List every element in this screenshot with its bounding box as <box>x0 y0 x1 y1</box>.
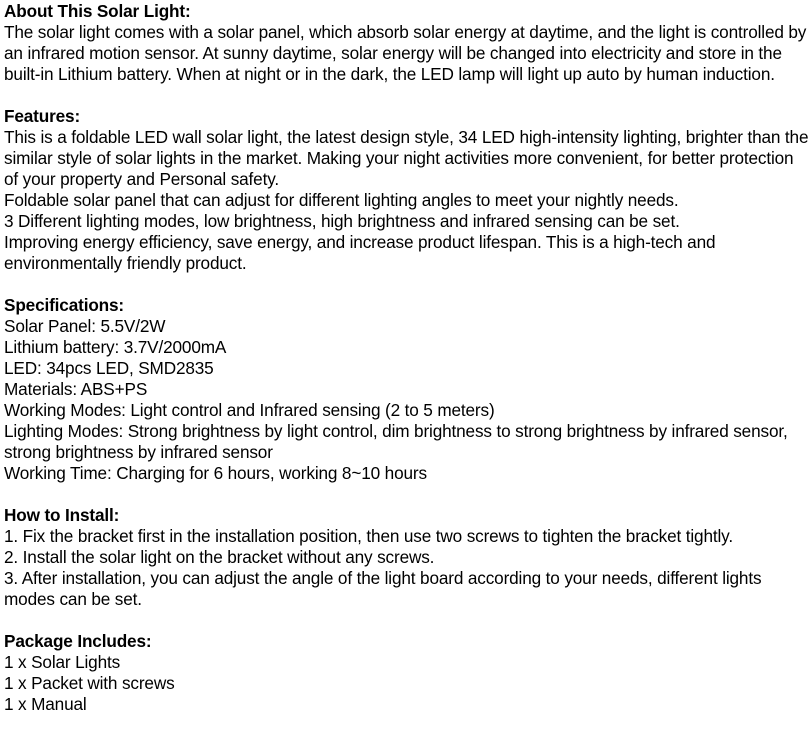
section-heading: Features: <box>4 106 81 126</box>
install-step: 3. After installation, you can adjust the angle of the light board according to your needs, different lights modes can be set. <box>4 568 762 609</box>
paragraph: The solar light comes with a solar panel, which absorb solar energy at daytime, and the light is controlled by an infrared motion sensor. At sunny daytime, solar energy will be changed into electricity and store in the built-in Lithium battery. When at night or in the dark, the LED lamp will light up auto by human induction. <box>4 22 807 84</box>
install-step: 2. Install the solar light on the bracket without any screws. <box>4 547 435 567</box>
section-specifications <box>4 295 809 484</box>
section-heading: Package Includes: <box>4 631 152 651</box>
spec-lighting-modes: Lighting Modes: Strong brightness by light control, dim brightness to strong brightness by infrared sensor, strong brightness by infrared sensor <box>4 421 788 462</box>
paragraph: 3 Different lighting modes, low brightness, high brightness and infrared sensing can be set. <box>4 211 680 231</box>
section-heading: How to Install: <box>4 505 120 525</box>
section-features <box>4 106 809 274</box>
section-heading: Specifications: <box>4 295 125 315</box>
spec-battery: Lithium battery: 3.7V/2000mA <box>4 337 227 357</box>
package-item: 1 x Packet with screws <box>4 673 175 693</box>
install-step: 1. Fix the bracket first in the installation position, then use two screws to tighten the bracket tightly. <box>4 526 733 546</box>
spec-materials: Materials: ABS+PS <box>4 379 148 399</box>
section-install <box>4 505 809 610</box>
package-item: 1 x Solar Lights <box>4 652 121 672</box>
section-heading: About This Solar Light: <box>4 1 191 21</box>
spec-solar-panel: Solar Panel: 5.5V/2W <box>4 316 166 336</box>
paragraph: Foldable solar panel that can adjust for different lighting angles to meet your nightly needs. <box>4 190 679 210</box>
spec-working-time: Working Time: Charging for 6 hours, working 8~10 hours <box>4 463 427 483</box>
section-about <box>4 1 809 85</box>
package-item: 1 x Manual <box>4 694 87 714</box>
spec-working-modes: Working Modes: Light control and Infrared sensing (2 to 5 meters) <box>4 400 495 420</box>
spec-led: LED: 34pcs LED, SMD2835 <box>4 358 214 378</box>
section-package <box>4 631 809 715</box>
paragraph: This is a foldable LED wall solar light, the latest design style, 34 LED high-intensity lighting, brighter than the similar style of solar lights in the market. Making your night activities more convenient, for better protection of your property and Personal safety. <box>4 127 809 189</box>
paragraph: Improving energy efficiency, save energy, and increase product lifespan. This is a high-tech and environmentally friendly product. <box>4 232 716 273</box>
